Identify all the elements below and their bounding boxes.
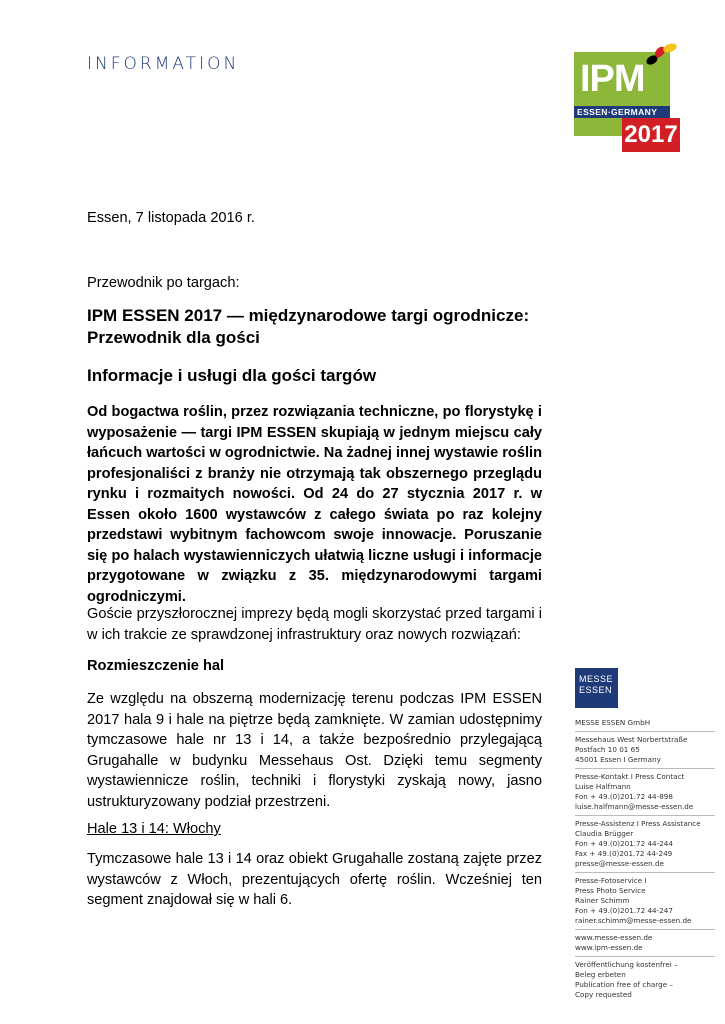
messe-line-2: ESSEN [579,685,613,695]
sidebar-line: Fon + 49.(0)201.72 44-898 [575,792,673,801]
sidebar-line: Fon + 49.(0)201.72 44-247 [575,906,673,915]
logo-year: 2017 [622,118,680,152]
sidebar-email[interactable]: luise.halfmann@messe-essen.de [575,802,694,811]
ipm-logo [574,40,682,156]
title-line-2: Przewodnik dla gości [87,328,260,347]
paragraph-1: Goście przyszłorocznej imprezy będą mogli skorzystać przed targami i w ich trakcie ze sprawdzonej infrastruktury oraz nowych rozwiązań: [87,606,542,643]
document-subtitle: Informacje i usługi dla gości targów [87,366,377,385]
section-heading-halls: Rozmieszczenie hal [87,658,225,674]
logo-text: IPM [580,58,645,100]
sidebar-line: Veröffentlichung kostenfrei – [575,960,678,969]
messe-essen-logo [575,668,618,708]
sidebar-company [575,718,715,732]
sidebar-line: Publication free of charge – [575,980,673,989]
flower-icon [642,40,680,70]
sidebar-web [575,933,715,957]
intro-label: Przewodnik po targach: [87,275,240,291]
section-heading-italy: Hale 13 i 14: Włochy [87,821,221,837]
paragraph-3: Tymczasowe hale 13 i 14 oraz obiekt Grugahalle zostaną zajęte przez wystawców z Włoch, prezentujących ofertę roślin. Wcześniej ten segment znajdował się w hali 6. [87,851,542,908]
messe-line-1: MESSE [579,674,614,684]
document-date: Essen, 7 listopada 2016 r. [87,210,255,226]
sidebar-line: Presse-Fotoservice I [575,876,647,885]
sidebar-line: Rainer Schimm [575,896,630,905]
logo-subtitle: ESSEN·GERMANY [577,107,658,117]
sidebar-line: Postfach 10 01 65 [575,745,640,754]
sidebar-line: Claudia Brügger [575,829,634,838]
sidebar-press-contact [575,772,715,816]
lead-paragraph: Od bogactwa roślin, przez rozwiązania techniczne, po florystykę i wyposażenie — targi IPM ESSEN skupiają w jednym miejscu cały łańcuch wartości w ogrodnictwie. Na żadnej innej wystawie roślin profesjonaliści z branży nie otrzymają tak obszernego przeglądu rynku i rozmaitych nowości. Od 24 do 27 stycznia 2017 r. w Essen około 1600 wystawców z całego świata po raz kolejny przedstawi wybitnym fachowcom swoje innowacje. Poruszanie się po halach wystawienniczych ułatwią liczne usługi i informacje przygotowane w związku z 35. międzynarodowymi targami ogrodniczymi. [87,404,542,605]
sidebar-link[interactable]: www.ipm-essen.de [575,943,643,952]
title-line-1: IPM ESSEN 2017 — międzynarodowe targi ogrodnicze: [87,306,530,325]
sidebar-email[interactable]: presse@messe-essen.de [575,859,664,868]
sidebar-note [575,960,715,1003]
paragraph-2: Ze względu na obszerną modernizację terenu podczas IPM ESSEN 2017 hala 9 i hale na piętrze będą zamknięte. W zamian udostępnimy tymczasowe hale nr 13 i 14, a także bezpośrednio przylegającą Grugahalle w budynku Messehaus Ost. Dzięki temu segmenty wystawiennicze roślin, techniki i florystyki zyskają nowy, jasno ustrukturyzowany podział przestrzeni. [87,691,542,810]
sidebar-line: Messehaus West Norbertstraße [575,735,688,744]
sidebar-line: Beleg erbeten [575,970,626,979]
sidebar-line: Copy requested [575,990,632,999]
header-title: INFORMATION [87,54,240,74]
sidebar-address [575,735,715,769]
contact-sidebar [575,718,715,1006]
sidebar-email[interactable]: rainer.schimm@messe-essen.de [575,916,692,925]
sidebar-line: Presse-Assistenz I Press Assistance [575,819,701,828]
sidebar-photo-service [575,876,715,930]
sidebar-line: 45001 Essen I Germany [575,755,661,764]
sidebar-line: Presse-Kontakt I Press Contact [575,772,685,781]
document-title [87,305,557,349]
sidebar-line: MESSE ESSEN GmbH [575,718,651,727]
sidebar-line: Press Photo Service [575,886,646,895]
sidebar-line: Fon + 49.(0)201.72 44-244 [575,839,673,848]
sidebar-press-assistance [575,819,715,873]
sidebar-link[interactable]: www.messe-essen.de [575,933,653,942]
sidebar-line: Luise Halfmann [575,782,631,791]
sidebar-line: Fax + 49.(0)201.72 44-249 [575,849,673,858]
